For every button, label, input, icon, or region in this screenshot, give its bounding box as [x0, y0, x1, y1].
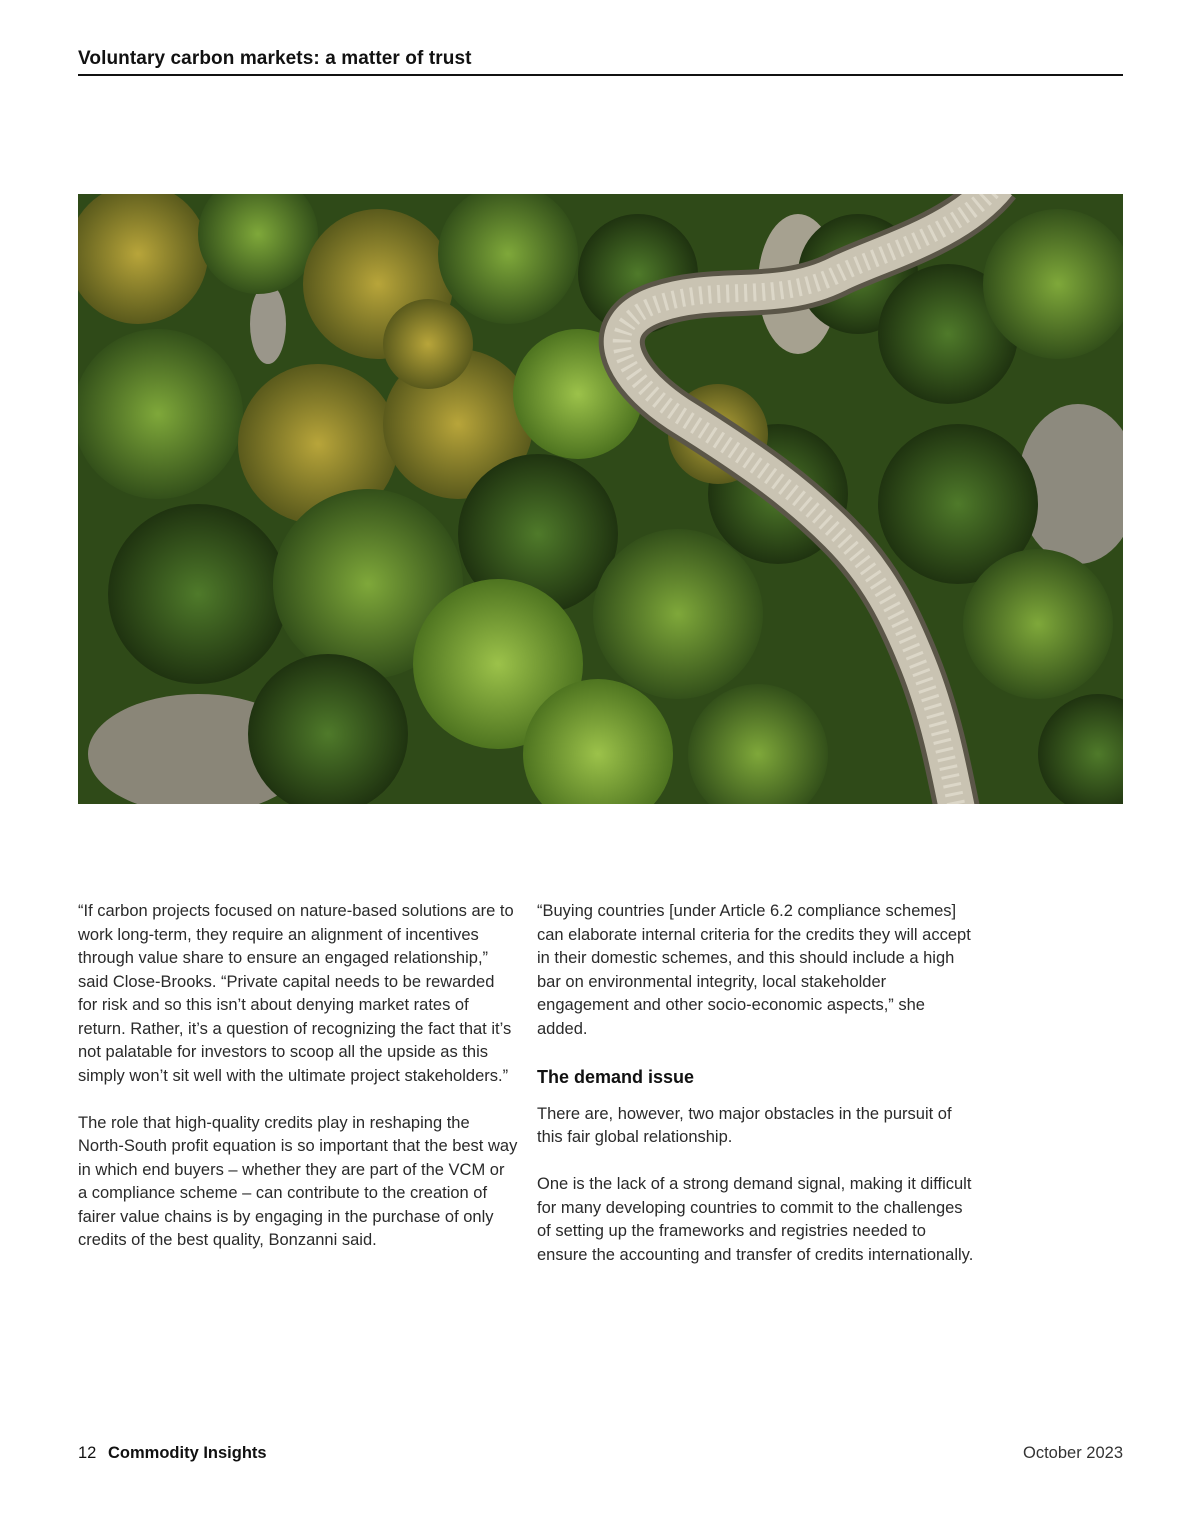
- section-heading: The demand issue: [537, 1066, 695, 1087]
- publication-date: October 2023: [1023, 1444, 1123, 1462]
- running-title: Voluntary carbon markets: a matter of trust: [78, 48, 472, 69]
- page-number: 12: [78, 1444, 97, 1462]
- right-column: [537, 900, 977, 1291]
- publication-name: Commodity Insights: [108, 1444, 267, 1462]
- body-paragraph: “If carbon projects focused on nature-based solutions are to work long-term, they require an alignment of incentives through value share to ensure an engaged relationship,” said Close-Brooks. “Private capital needs to be rewarded for risk and so this isn’t about denying market rates of return. Rather, it’s a question of recognizing the fact that it’s not palatable for investors to scoop all the upside as this simply won’t sit well with the ultimate project stakeholders.”: [78, 902, 514, 1085]
- photo-illustration: [78, 194, 1123, 804]
- body-paragraph: One is the lack of a strong demand signal, making it difficult for many developing countries to commit to the challenges of setting up the frameworks and registries needed to ensure the accounting and transfer of credits internationally.: [537, 1175, 974, 1264]
- page-footer: [78, 1444, 1123, 1466]
- forest-path-photo: [78, 194, 1123, 804]
- body-paragraph: “Buying countries [under Article 6.2 compliance schemes] can elaborate internal criteria for the credits they will accept in their domestic schemes, and this should include a high bar on environmental integrity, local stakeholder engagement and other socio-economic aspects,” she added.: [537, 902, 971, 1038]
- left-column: [78, 900, 518, 1276]
- body-paragraph: There are, however, two major obstacles in the pursuit of this fair global relationship.: [537, 1104, 952, 1146]
- body-paragraph: The role that high-quality credits play in reshaping the North-South profit equation is so important that the best way in which end buyers – whether they are part of the VCM or a compliance scheme – can contribute to the creation of fairer value chains is by engaging in the purchase of only credits of the best quality, Bonzanni said.: [78, 1113, 518, 1249]
- page-header: [78, 48, 1123, 76]
